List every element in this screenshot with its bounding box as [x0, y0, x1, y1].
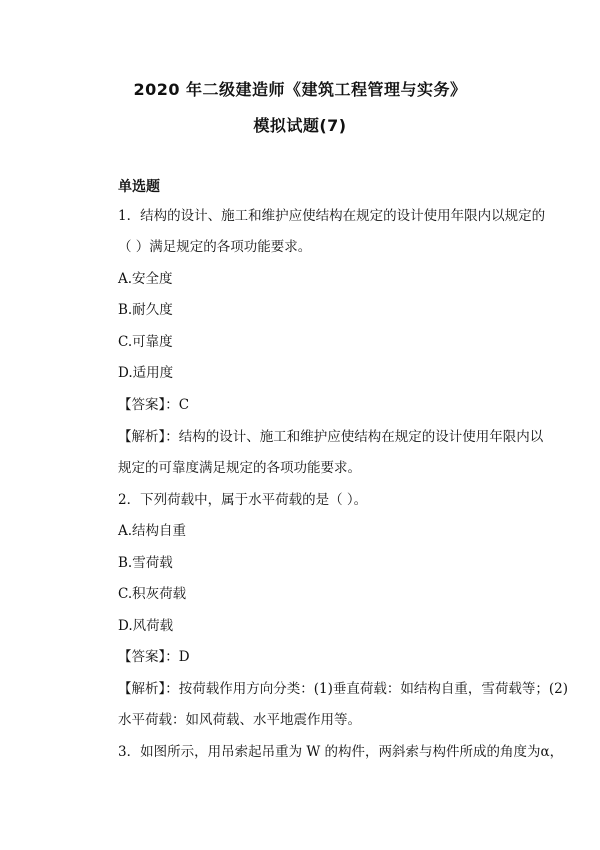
- question-1-explanation: 【解析】：结构的设计、施工和维护应使结构在规定的设计使用年限内以: [118, 429, 544, 445]
- section-heading: 单选题: [118, 179, 160, 195]
- question-2-explanation: 【解析】：按荷载作用方向分类：(1)垂直荷载：如结构自重，雪荷载等；(2): [118, 681, 568, 697]
- document-title: 2020 年二级建造师《建筑工程管理与实务》: [133, 80, 467, 99]
- question-2-stem: 2．下列荷载中，属于水平荷载的是（ ）。: [118, 492, 368, 508]
- question-2-explanation-cont: 水平荷载：如风荷载、水平地震作用等。: [118, 712, 361, 728]
- question-1-answer: 【答案】：C: [118, 397, 190, 413]
- question-1-option-d: D.适用度: [118, 365, 174, 381]
- document-subtitle: 模拟试题(7): [253, 116, 347, 135]
- question-2-answer: 【答案】：D: [118, 649, 190, 665]
- question-2-option-a: A.结构自重: [118, 523, 187, 539]
- question-2-option-c: C.积灰荷载: [118, 586, 187, 602]
- question-1-option-b: B.耐久度: [118, 302, 173, 318]
- question-3-stem: 3．如图所示，用吊索起吊重为 W 的构件，两斜索与构件所成的角度为α，: [118, 744, 564, 760]
- question-1-stem-cont: （ ）满足规定的各项功能要求。: [118, 239, 312, 255]
- question-1-option-c: C.可靠度: [118, 334, 173, 350]
- question-2-option-b: B.雪荷载: [118, 555, 173, 571]
- question-1-explanation-cont: 规定的可靠度满足规定的各项功能要求。: [118, 460, 361, 476]
- question-1-option-a: A.安全度: [118, 271, 173, 287]
- question-1-stem: 1．结构的设计、施工和维护应使结构在规定的设计使用年限内以规定的: [118, 208, 546, 224]
- question-2-option-d: D.风荷载: [118, 618, 174, 634]
